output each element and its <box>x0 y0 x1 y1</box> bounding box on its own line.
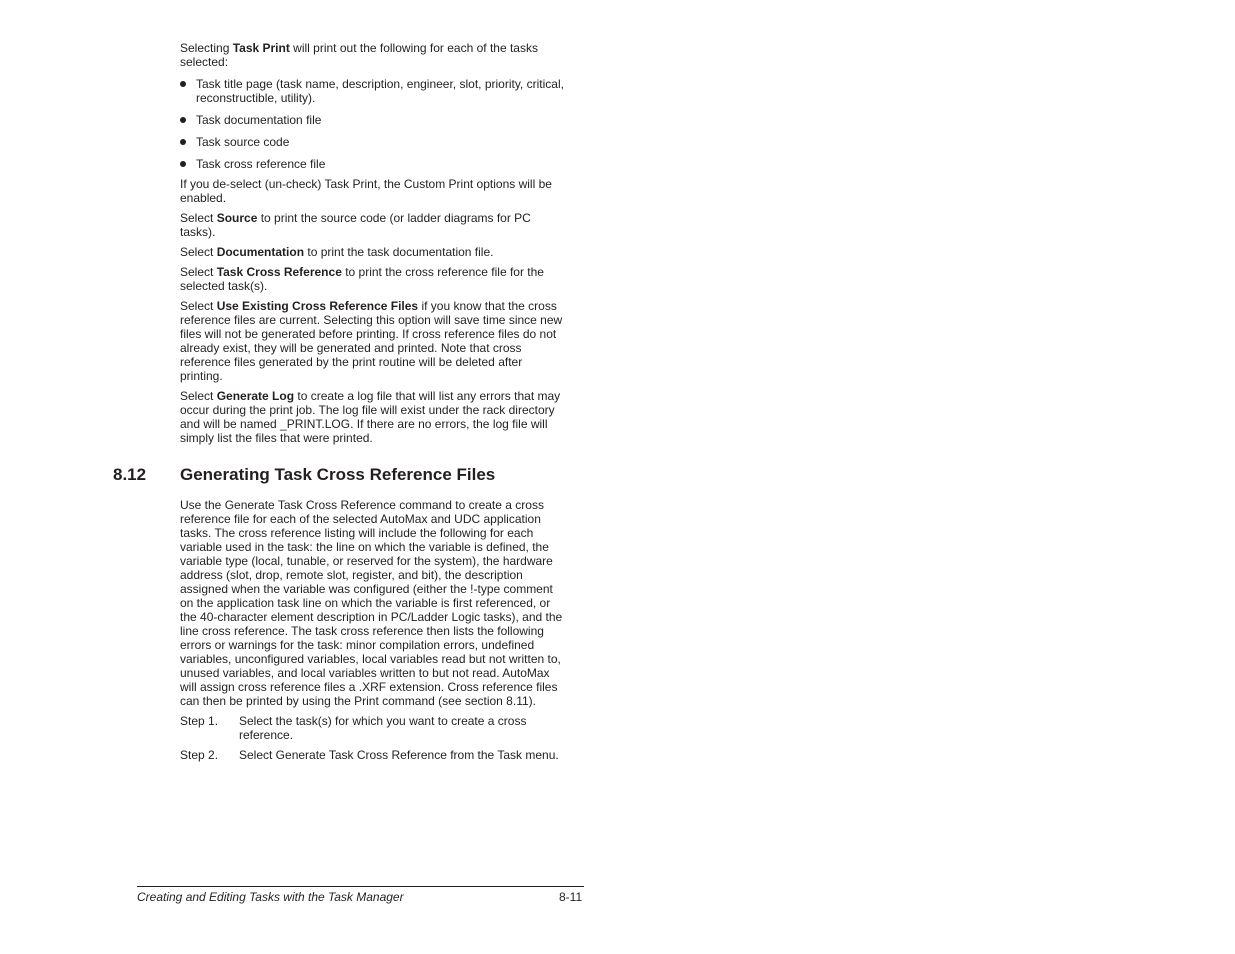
bullet-text: Task source code <box>196 135 290 149</box>
intro-text-pre: Selecting <box>180 41 233 55</box>
bullet-icon <box>180 81 186 87</box>
existing-xref-text-post: if you know that the cross reference files are current. Selecting this option will save time since new files will not be generated before printing. If cross reference files do not already exist, they will be generated and printed. Note that cross reference files generated by the print routine will be deleted after printing. <box>180 299 563 383</box>
generate-log-text-pre: Select <box>180 389 217 403</box>
existing-xref-text-bold: Use Existing Cross Reference Files <box>216 299 419 313</box>
documentation-paragraph <box>180 245 565 259</box>
documentation-text-post: to print the task documentation file. <box>304 245 494 259</box>
task-xref-text-pre: Select <box>180 265 217 279</box>
documentation-text-pre: Select <box>180 245 217 259</box>
footer-divider <box>137 886 584 887</box>
generate-log-text-post: to create a log file that will list any errors that may occur during the print job. The log file will exist under the rack directory and will be named _PRINT.LOG. If there are no errors, the log file will simply list the files that were printed. <box>180 389 561 445</box>
intro-text-bold: Task Print <box>232 41 290 55</box>
source-paragraph <box>180 211 565 239</box>
bullet-text: Task documentation file <box>196 113 322 127</box>
step-text: Select the task(s) for which you want to create a cross reference. <box>239 714 527 742</box>
deselect-paragraph: If you de-select (un-check) Task Print, the Custom Print options will be enabled. <box>180 177 552 205</box>
task-print-bullet-list <box>180 77 565 171</box>
upper-text-block <box>180 41 565 445</box>
intro-paragraph <box>180 41 565 69</box>
generate-log-paragraph <box>180 389 565 445</box>
bullet-item <box>180 157 565 171</box>
source-text-post: to print the source code (or ladder diagrams for PC tasks). <box>180 211 531 239</box>
generate-log-text-bold: Generate Log <box>216 389 295 403</box>
bullet-item <box>180 77 565 105</box>
documentation-text-bold: Documentation <box>216 245 305 259</box>
section-heading <box>113 464 495 486</box>
bullet-text: Task cross reference file <box>196 157 326 171</box>
bullet-icon <box>180 161 186 167</box>
footer-title: Creating and Editing Tasks with the Task Manager <box>137 890 404 904</box>
intro-text-post: will print out the following for each of the tasks selected: <box>180 41 538 69</box>
existing-xref-text-pre: Select <box>180 299 217 313</box>
source-text-pre: Select <box>180 211 217 225</box>
existing-xref-paragraph <box>180 299 565 383</box>
section-number: 8.12 <box>113 465 147 484</box>
section-title: Generating Task Cross Reference Files <box>180 465 496 484</box>
bullet-item <box>180 135 565 149</box>
bullet-item <box>180 113 565 127</box>
section-body-block <box>180 498 565 762</box>
bullet-icon <box>180 117 186 123</box>
bullet-icon <box>180 139 186 145</box>
step-label: Step 2. <box>180 748 219 762</box>
step-1 <box>180 714 565 742</box>
task-xref-paragraph <box>180 265 565 293</box>
task-xref-text-bold: Task Cross Reference <box>216 265 342 279</box>
step-2 <box>180 748 565 762</box>
task-xref-text-post: to print the cross reference file for the selected task(s). <box>180 265 544 293</box>
bullet-text: Task title page (task name, description, engineer, slot, priority, critical, reconstructible, utility). <box>196 77 564 105</box>
footer-page-number: 8-11 <box>559 890 583 904</box>
step-label: Step 1. <box>180 714 219 728</box>
source-text-bold: Source <box>216 211 258 225</box>
step-text: Select Generate Task Cross Reference from the Task menu. <box>239 748 559 762</box>
section-body-paragraph: Use the Generate Task Cross Reference command to create a cross reference file for each of the selected AutoMax and UDC application tasks. The cross reference listing will include the following for each variable used in the task: the line on which the variable is defined, the variable type (local, tunable, or reserved for the system), the hardware address (slot, drop, remote slot, register, and bit), the description assigned when the variable was configured (either the !-type comment on the application task line on which the variable is first referenced, or the 40-character element description in PC/Ladder Logic tasks), and the line cross reference. The task cross reference then lists the following errors or warnings for the task: minor compilation errors, undefined variables, unconfigured variables, local variables read but not written to, unused variables, and local variables written to but not read. AutoMax will assign cross reference files a .XRF extension. Cross reference files can then be printed by using the Print command (see section 8.11). <box>180 498 563 708</box>
